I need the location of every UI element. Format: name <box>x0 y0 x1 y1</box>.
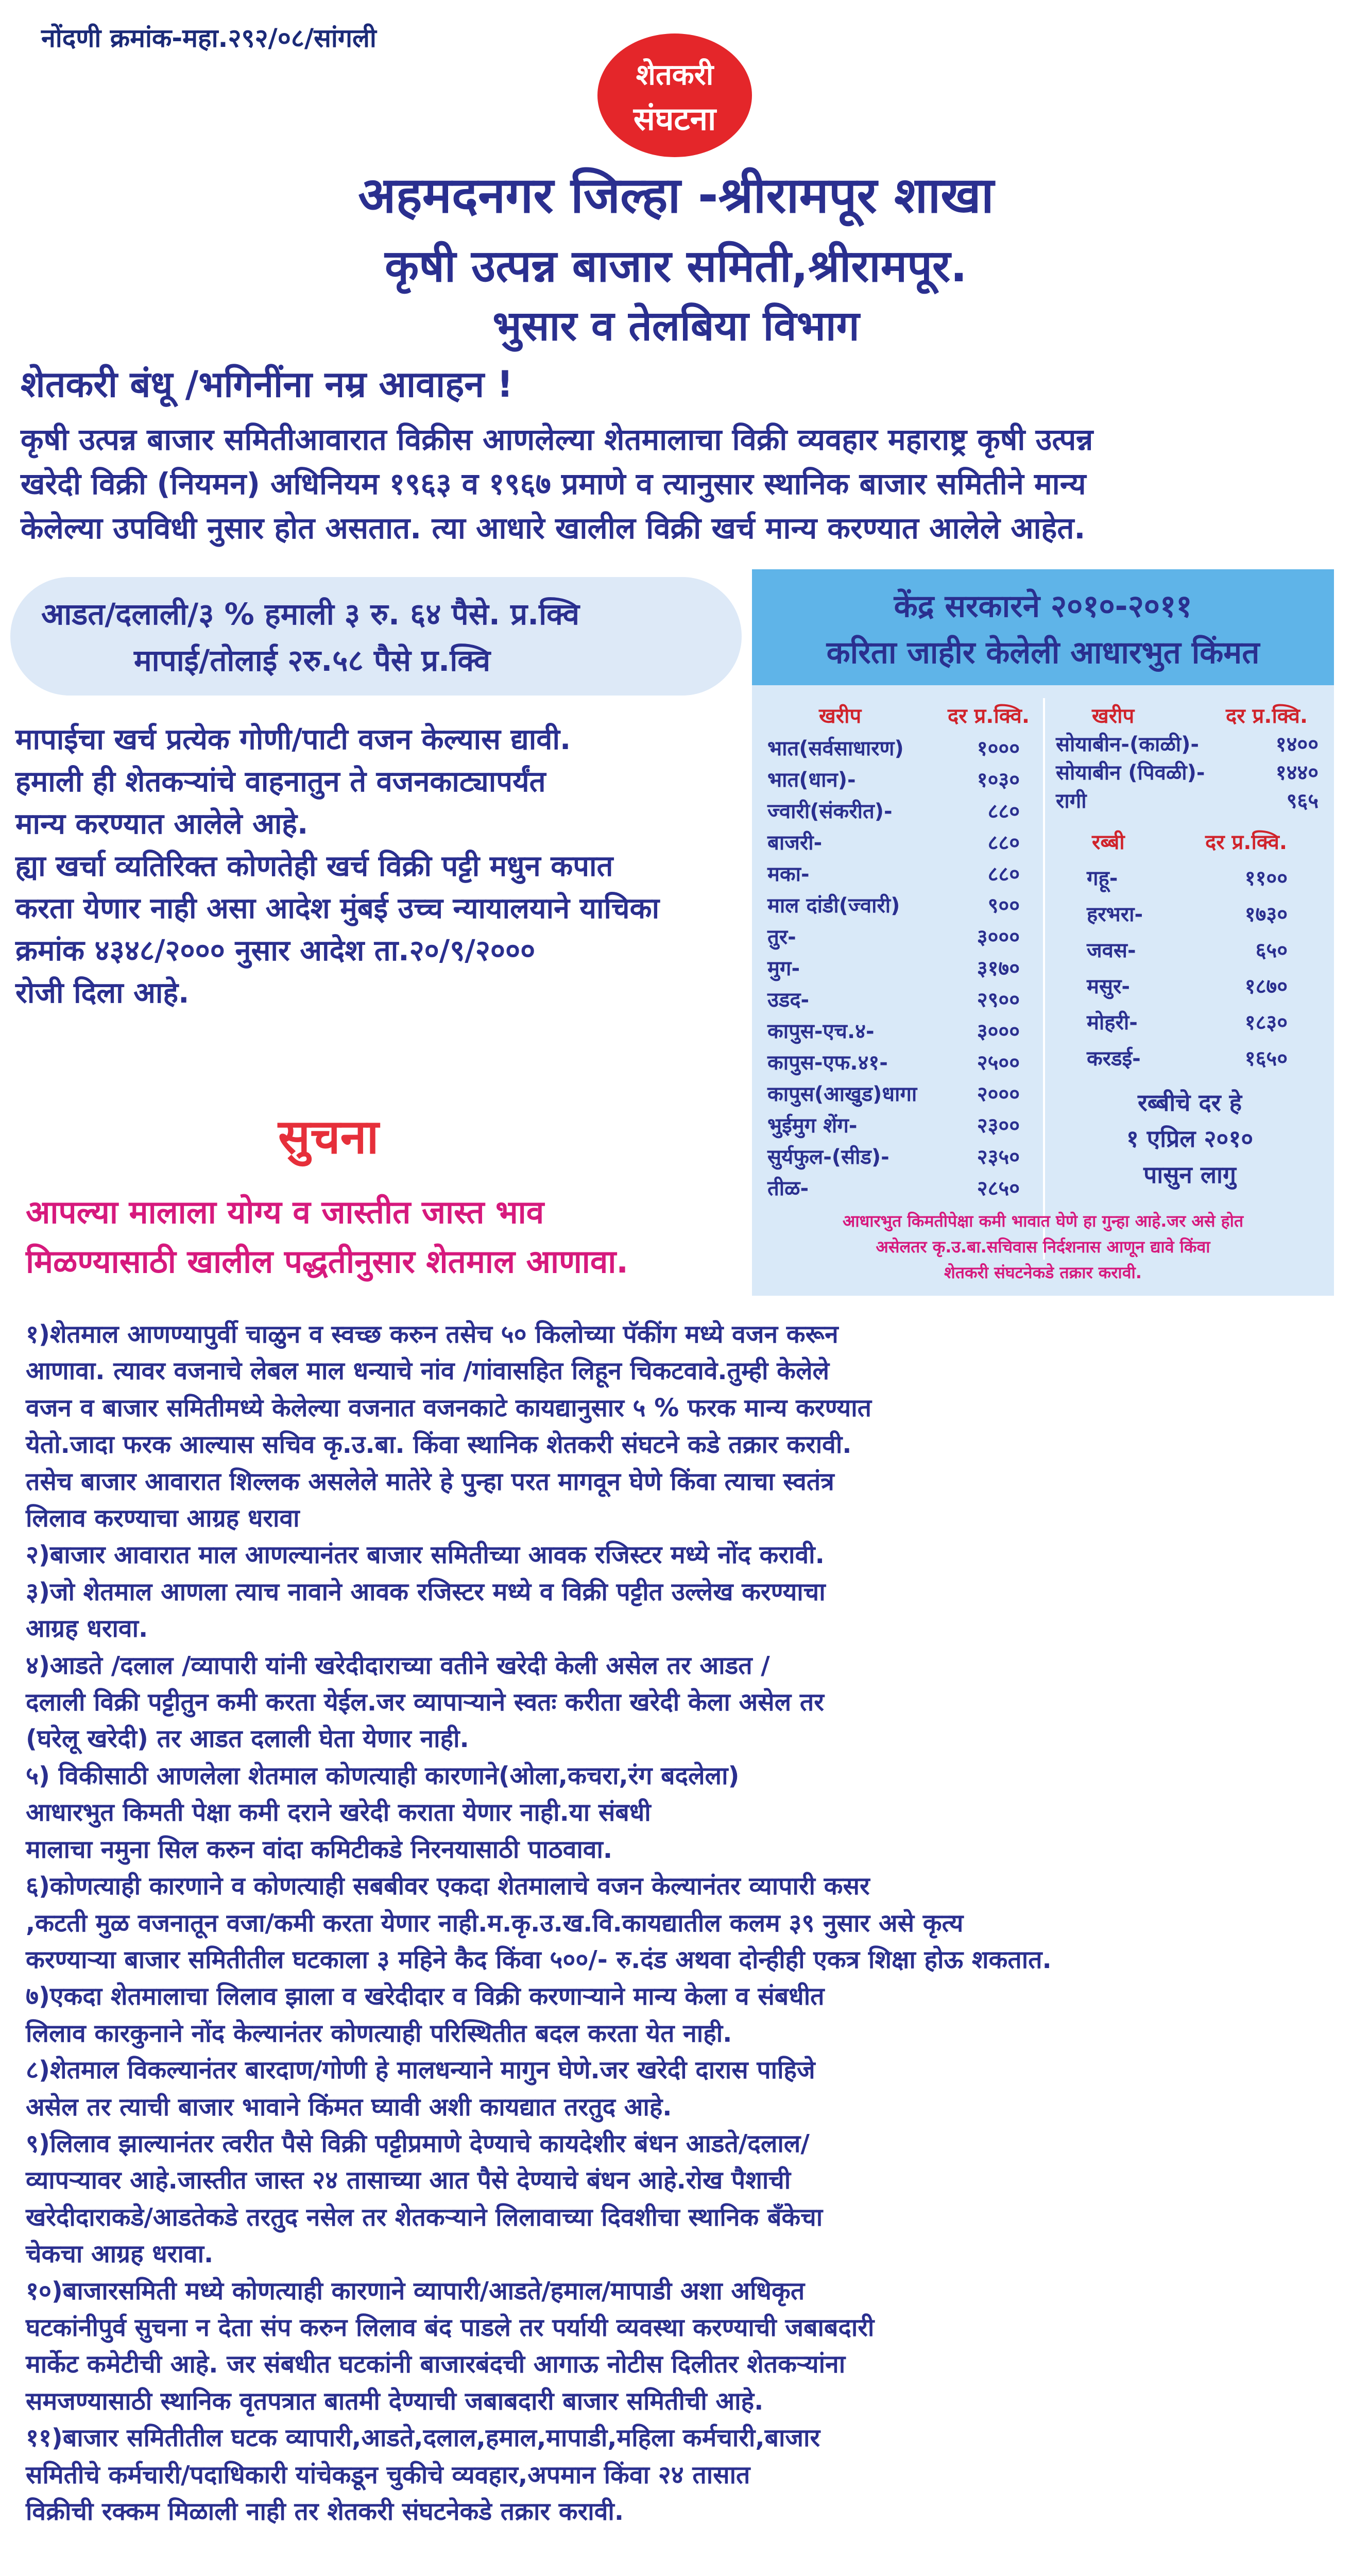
intro-line: केलेल्या उपविधी नुसार होत असतात. त्या आधारे खालील विक्री खर्च मान्य करण्यात आलेले आहेत. <box>21 511 1086 546</box>
crop-rate: २३०० <box>977 1114 1020 1138</box>
instruction-line: मार्केट कमेटीची आहे. जर संबधीत घटकांनी बाजारबंदची आगाऊ नोटीस दिलीतर शेतकऱ्यांना <box>26 2350 846 2379</box>
crop-name: सुर्यफुल-(सीड)- <box>767 1145 889 1169</box>
instruction-line: घटकांनीपुर्व सुचना न देता संप करुन लिलाव बंद पाडले तर पर्यायी व्यवस्था करण्याची जबाबदारी <box>26 2313 875 2342</box>
msp-row <box>767 827 1020 856</box>
msp-title1: केंद्र सरकारने २०१०-२०११ <box>894 588 1192 624</box>
msp-row <box>767 733 1020 761</box>
instruction-line: तसेच बाजार आवारात शिल्लक असलेले मातेरे हे पुन्हा परत मागवून घेणे किंवा त्याचा स्वतंत्र <box>26 1467 834 1496</box>
logo-line1: शेतकरी <box>636 58 714 92</box>
instruction-line: आधारभुत किमती पेक्षा कमी दराने खरेदी कराता येणार नाही.या संबधी <box>26 1798 651 1827</box>
msp-row <box>767 1079 1020 1107</box>
instruction-line: मालाचा नमुना सिल करुन वांदा कमिटीकडे निरनयासाठी पाठवावा. <box>26 1835 613 1864</box>
msp-row <box>767 765 1020 793</box>
instruction-line: ४)आडते /दलाल /व्यापारी यांनी खरेदीदाराच्या वतीने खरेदी केली असेल तर आडत / <box>26 1651 770 1680</box>
crop-name: करडई- <box>1087 1047 1141 1071</box>
charges-line2: मापाई/तोलाई २रु.५८ पैसे प्र.क्वि <box>134 643 491 678</box>
department-title: भुसार व तेलबिया विभाग <box>492 302 860 350</box>
col-header-crop: खरीप <box>819 704 862 728</box>
instruction-line: समितीचे कर्मचारी/पदाधिकारी यांचेकडून चुकीचे व्यवहार,अपमान किंवा २४ तासात <box>26 2460 750 2489</box>
text-line: हमाली ही शेतकऱ्यांचे वाहनातुन ते वजनकाट्यापर्यंत <box>15 765 546 799</box>
appeal-heading: शेतकरी बंधू /भगिनींना नम्र आवाहन ! <box>21 363 514 405</box>
instruction-line: करण्याऱ्या बाजार समितीतील घटकाला ३ महिने कैद किंवा ५००/- रु.दंड अथवा दोन्हीही एकत्र शिक्षा होऊ शकतात. <box>26 1945 1052 1974</box>
text-line: मापाईचा खर्च प्रत्येक गोणी/पाटी वजन केल्यास द्यावी. <box>15 723 571 756</box>
text-line: रोजी दिला आहे. <box>15 976 190 1010</box>
col-header-rate: दर प्र.क्वि. <box>948 704 1030 728</box>
msp-row <box>1087 899 1288 927</box>
crop-name: भात(धान)- <box>767 768 856 792</box>
instruction-line: १)शेतमाल आणण्यापुर्वी चाळुन व स्वच्छ करुन तसेच ५० किलोच्या पॅकींग मध्ये वजन करून <box>26 1320 838 1349</box>
msp-row <box>767 1016 1020 1044</box>
rabi-note-line: पासुन लागु <box>1143 1161 1236 1189</box>
crop-rate: १६५० <box>1244 1047 1288 1071</box>
highlight-line: आपल्या मालाला योग्य व जास्तीत जास्त भाव <box>26 1193 544 1231</box>
msp-row <box>767 1173 1020 1201</box>
instruction-line: वजन व बाजार समितीमध्ये केलेल्या वजनात वजनकाटे कायद्यानुसार ५ % फरक मान्य करण्यात <box>26 1393 872 1422</box>
crop-name: सोयाबीन-(काळी)- <box>1056 733 1199 756</box>
msp-row <box>1087 1043 1288 1072</box>
crop-rate: ९०० <box>987 894 1020 918</box>
crop-name: बाजरी- <box>767 831 823 855</box>
msp-row <box>1087 935 1288 963</box>
rabi-note-line: १ एप्रिल २०१० <box>1126 1125 1254 1153</box>
crop-rate: ३१७० <box>977 957 1020 980</box>
crop-rate: ३००० <box>977 925 1020 949</box>
crop-rate: २९०० <box>977 988 1020 1012</box>
crop-rate: ११०० <box>1244 867 1288 890</box>
note-line: आधारभुत किमतीपेक्षा कमी भावात घेणे हा गुन्हा आहे.जर असे होत <box>842 1211 1244 1231</box>
text-line: क्रमांक ४३४८/२००० नुसार आदेश ता.२०/९/२००० <box>15 934 536 968</box>
crop-rate: ६५० <box>1255 939 1288 962</box>
rabi-note-line: रब्बीचे दर हे <box>1137 1089 1242 1116</box>
instruction-line: विक्रीची रक्कम मिळाली नाही तर शेतकरी संघटनेकडे तक्रार करावी. <box>26 2497 624 2526</box>
highlight-line: मिळण्यासाठी खालील पद्धतीनुसार शेतमाल आणावा. <box>26 1243 628 1280</box>
column-divider <box>1043 698 1045 1260</box>
msp-row <box>767 1142 1020 1170</box>
crop-name: हरभरा- <box>1087 903 1143 926</box>
col-header-rate: दर प्र.क्वि. <box>1226 704 1308 728</box>
instruction-line: ६)कोणत्याही कारणाने व कोणत्याही सबबीवर एकदा शेतमालाचे वजन केल्यानंतर व्यापारी कसर <box>26 1872 870 1901</box>
msp-row <box>1087 971 1288 999</box>
rabi-effective-note <box>1046 1084 1334 1193</box>
msp-row <box>767 796 1020 824</box>
instruction-line: खरेदीदाराकडे/आडतेकडे तरतुद नसेल तर शेतकऱ्याने लिलावाच्या दिवशीचा स्थानिक बँकेचा <box>26 2202 823 2232</box>
kharif-left-column <box>752 569 1043 1208</box>
instruction-line: लिलाव करण्याचा आग्रह धरावा <box>26 1504 300 1533</box>
instruction-line: ५) विकीसाठी आणलेला शेतमाल कोणत्याही कारणाने(ओला,कचरा,रंग बदलेला) <box>26 1761 740 1790</box>
intro-line: खरेदी विक्री (नियमन) अधिनियम १९६३ व १९६७ प्रमाणे व त्यानुसार स्थानिक बाजार समितीने मान्य <box>21 466 1086 501</box>
text-line: मान्य करण्यात आलेले आहे. <box>15 807 309 841</box>
msp-row <box>767 1110 1020 1139</box>
logo-line2: संघटना <box>633 100 716 138</box>
notice-title: सुचना <box>278 1109 379 1164</box>
instruction-line: असेल तर त्याची बाजार भावाने किंमत घ्यावी अशी कायद्यात तरतुद आहे. <box>26 2092 672 2122</box>
crop-name: मसुर- <box>1087 975 1130 998</box>
crop-name: मका- <box>767 862 810 886</box>
instruction-line: आग्रह धरावा. <box>26 1614 148 1643</box>
instruction-line: चेकचा आग्रह धरावा. <box>26 2240 214 2269</box>
registration-number: नोंदणी क्रमांक-महा.२९२/०८/सांगली <box>41 23 376 53</box>
charges-box <box>10 577 742 696</box>
msp-row <box>1056 729 1319 757</box>
crop-rate: ३००० <box>977 1020 1020 1043</box>
intro-line: कृषी उत्पन्न बाजार समितीआवारात विक्रीस आणलेल्या शेतमालाचा विक्री व्यवहार महाराष्ट्र कृषी उत्पन्न <box>21 422 1093 457</box>
crop-name: कापुस(आखुड)धागा <box>767 1082 917 1106</box>
instruction-line: ७)एकदा शेतमालाचा लिलाव झाला व खरेदीदार व विक्री करणाऱ्याने मान्य केला व संबधीत <box>26 1982 825 2011</box>
instruction-line: ११)बाजार समितीतील घटक व्यापारी,आडते,दलाल,हमाल,मापाडी,महिला कर्मचारी,बाजार <box>26 2424 820 2453</box>
col-header-crop: खरीप <box>1092 704 1135 728</box>
crop-name: जवस- <box>1087 939 1136 962</box>
crop-name: माल दांडी(ज्वारी) <box>767 894 900 918</box>
crop-rate: १४०० <box>1275 733 1319 756</box>
msp-row <box>767 1047 1020 1076</box>
note-line: शेतकरी संघटनेकडे तक्रार करावी. <box>944 1263 1142 1282</box>
crop-rate: १८७० <box>1244 975 1288 998</box>
instruction-line: ३)जो शेतमाल आणला त्याच नावाने आवक रजिस्टर मध्ये व विक्री पट्टीत उल्लेख करण्याचा <box>26 1577 826 1606</box>
crop-rate: १७३० <box>1244 903 1288 926</box>
page-subtitle: कृषी उत्पन्न बाजार समिती,श्रीरामपूर. <box>385 241 967 292</box>
text-line: ह्या खर्चा व्यतिरिक्त कोणतेही खर्च विक्री पट्टी मधुन कपात <box>15 850 613 883</box>
msp-row <box>1087 1007 1288 1036</box>
instruction-line: दलाली विक्री पट्टीतुन कमी करता येईल.जर व्यापाऱ्याने स्वतः करीता खरेदी केला असेल तर <box>26 1688 824 1717</box>
charges-explanation <box>15 719 747 1014</box>
instruction-line: समजण्यासाठी स्थानिक वृतपत्रात बातमी देण्याची जबाबदारी बाजार समितीची आहे. <box>26 2386 764 2416</box>
crop-name: ज्वारी(संकरीत)- <box>767 800 893 823</box>
msp-row <box>1056 786 1319 814</box>
crop-rate: १०३० <box>977 768 1020 792</box>
crop-name: भात(सर्वसाधारण) <box>767 737 904 760</box>
notice-highlight <box>26 1188 628 1286</box>
crop-rate: ९६५ <box>1286 789 1319 813</box>
crop-rate: १४४० <box>1275 761 1319 785</box>
instruction-line: २)बाजार आवारात माल आणल्यानंतर बाजार समितीच्या आवक रजिस्टर मध्ये नोंद करावी. <box>26 1540 825 1570</box>
crop-name: तीळ- <box>767 1177 809 1200</box>
instruction-line: येतो.जादा फरक आल्यास सचिव कृ.उ.बा. किंवा स्थानिक शेतकरी संघटने कडे तक्रार करावी. <box>26 1430 852 1460</box>
instruction-line: ,कटती मुळ वजनातून वजा/कमी करता येणार नाही.म.कृ.उ.ख.वि.कायद्यातील कलम ३९ नुसार असे कृत्य <box>26 1908 964 1938</box>
msp-table <box>752 569 1334 1296</box>
crop-name: मोहरी- <box>1087 1011 1138 1035</box>
instruction-line: १०)बाजारसमिती मध्ये कोणत्याही कारणाने व्यापारी/आडते/हमाल/मापाडी अशा अधिकृत <box>26 2276 805 2306</box>
rabi-header-crop: रब्बी <box>1092 831 1125 854</box>
crop-rate: ८८० <box>987 831 1020 855</box>
shetkari-sanghatana-logo <box>597 33 752 157</box>
crop-rate: २५०० <box>977 1051 1020 1075</box>
crop-name: तुर- <box>767 925 796 949</box>
instruction-line: आणावा. त्यावर वजनाचे लेबल माल धन्याचे नांव /गांवासहित लिहून चिकटवावे.तुम्ही केलेले <box>26 1357 830 1386</box>
crop-rate: २००० <box>977 1082 1020 1106</box>
intro-paragraph <box>21 417 1339 550</box>
text-line: करता येणार नाही असा आदेश मुंबई उच्च न्यायालयाने याचिका <box>15 892 660 925</box>
crop-rate: १००० <box>977 737 1020 760</box>
msp-row <box>767 922 1020 950</box>
msp-row <box>767 890 1020 919</box>
crop-name: कापुस-एच.४- <box>767 1020 875 1043</box>
note-line: असेलतर कृ.उ.बा.सचिवास निर्दशनास आणून द्यावे किंवा <box>876 1237 1210 1257</box>
msp-row <box>767 985 1020 1013</box>
crop-name: गहू- <box>1087 867 1118 890</box>
crop-rate: १८३० <box>1244 1011 1288 1035</box>
msp-row <box>1056 757 1319 786</box>
msp-title2: करिता जाहीर केलेली आधारभुत किंमत <box>826 635 1260 671</box>
crop-rate: २३५० <box>977 1145 1020 1169</box>
instruction-line: लिलाव कारकुनाने नोंद केल्यानंतर कोणत्याही परिस्थितीत बदल करता येत नाही. <box>26 2019 732 2048</box>
page-title: अहमदनगर जिल्हा -श्रीरामपूर शाखा <box>358 166 994 224</box>
crop-name: रागी <box>1056 789 1087 813</box>
crop-name: कापुस-एफ.४१- <box>767 1051 888 1075</box>
crop-name: मुग- <box>767 957 800 980</box>
crop-rate: २८५० <box>977 1177 1020 1200</box>
msp-row <box>767 953 1020 981</box>
instruction-line: ९)लिलाव झाल्यानंतर त्वरीत पैसे विक्री पट्टीप्रमाणे देण्याचे कायदेशीर बंधन आडते/दलाल/ <box>26 2129 810 2158</box>
rabi-header-rate: दर प्र.क्वि. <box>1205 831 1288 854</box>
crop-name: भुईमुग शेंग- <box>767 1114 858 1138</box>
crop-name: उडद- <box>767 988 810 1012</box>
msp-warning-note <box>752 1208 1334 1285</box>
instruction-line: ८)शेतमाल विकल्यानंतर बारदाण/गोणी हे मालधन्याने मागुन घेणे.जर खरेदी दारास पाहिजे <box>26 2056 815 2085</box>
msp-row <box>767 859 1020 887</box>
crop-name: सोयाबीन (पिवळी)- <box>1056 761 1205 785</box>
crop-rate: ८८० <box>987 862 1020 886</box>
instruction-line: व्यापऱ्यावर आहे.जास्तीत जास्त २४ तासाच्या आत पैसे देण्याचे बंधन आहे.रोख पैशाची <box>26 2166 791 2195</box>
msp-row <box>1087 863 1288 891</box>
crop-rate: ८८० <box>987 800 1020 823</box>
instruction-line: (घरेलू खरेदी) तर आडत दलाली घेता येणार नाही. <box>26 1724 469 1754</box>
instructions-list <box>26 1316 1344 2530</box>
charges-line1: आडत/दलाली/३ % हमाली ३ रु. ६४ पैसे. प्र.क्वि <box>41 597 579 632</box>
